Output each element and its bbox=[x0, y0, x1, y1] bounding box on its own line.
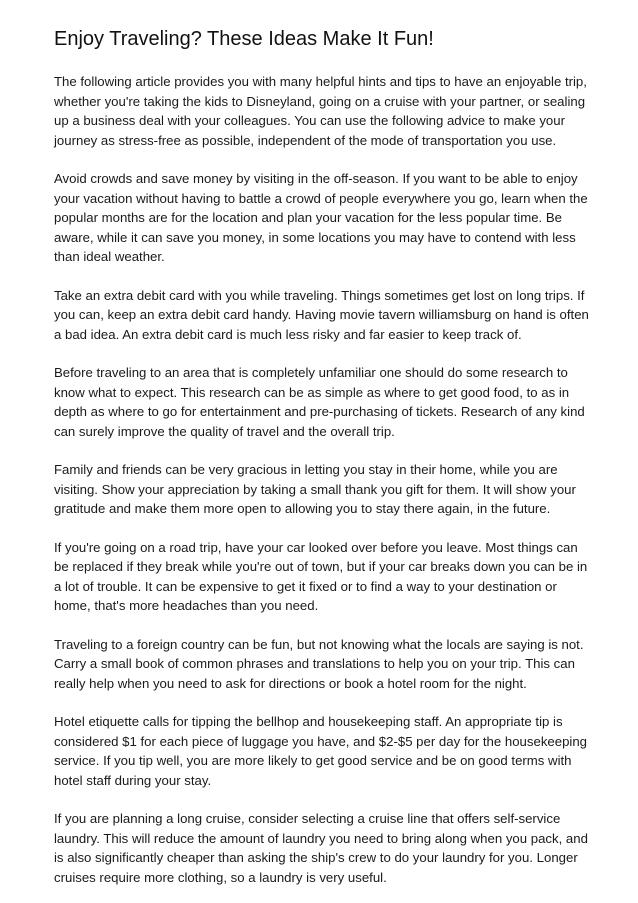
article-title: Enjoy Traveling? These Ideas Make It Fun! bbox=[54, 28, 434, 50]
paragraph-foreign-country: Traveling to a foreign country can be fun, but not knowing what the locals are saying is not. Carry a small book of common phrases and translations to help you on your trip. This can really help when you need to ask for directions or book a hotel room for the night. bbox=[54, 636, 584, 691]
paragraph-road-trip: If you're going on a road trip, have your car looked over before you leave. Most things can be replaced if they break while you're out of town, but if your car breaks down you can be in a lot of trouble. It can be expensive to get it fixed or to find a way to your destination or home, that's more headaches than you need. bbox=[54, 539, 588, 613]
document-page bbox=[54, 26, 594, 887]
paragraph-hotel-etiquette: Hotel etiquette calls for tipping the bellhop and housekeeping staff. An appropriate tip is considered $1 for each piece of luggage you have, and $2-$5 per day for the housekeeping service. If you tip well, you are more likely to get good service and be on good terms with hotel staff during your stay. bbox=[54, 714, 588, 788]
paragraph-research: Before traveling to an area that is completely unfamiliar one should do some research to know what to expect. This research can be as simple as where to get good food, to as in depth as where to go for entertainment and pre-purchasing of tickets. Research of any kind can surely improve the quality of travel and the overall trip. bbox=[54, 365, 585, 439]
paragraph-debit-card: Take an extra debit card with you while traveling. Things sometimes get lost on long trips. If you can, keep an extra debit card handy. Having movie tavern williamsburg on hand is often a bad idea. An extra debit card is much less risky and far easier to keep track of. bbox=[54, 287, 589, 342]
paragraph-off-season: Avoid crowds and save money by visiting in the off-season. If you want to be able to enjoy your vacation without having to battle a crowd of people everywhere you go, learn when the popular months are for the location and plan your vacation for the less popular time. Be aware, while it can save you money, in some locations you may have to contend with less than ideal weather. bbox=[54, 171, 588, 264]
paragraph-intro: The following article provides you with many helpful hints and tips to have an enjoyable trip, whether you're taking the kids to Disneyland, going on a cruise with your partner, or sealing up a business deal with your colleagues. You can use the following advice to make your journey as stress-free as possible, independent of the mode of transportation you use. bbox=[54, 74, 587, 148]
paragraph-family-friends: Family and friends can be very gracious in letting you stay in their home, while you are visiting. Show your appreciation by taking a small thank you gift for them. It will show your gratitude and make them more open to allowing you to stay there again, in the future. bbox=[54, 462, 576, 516]
paragraph-cruise-laundry: If you are planning a long cruise, consider selecting a cruise line that offers self-service laundry. This will reduce the amount of laundry you need to bring along when you pack, and is also significantly cheaper than asking the ship's crew to do your laundry for you. Longer cruises require more clothing, so a laundry is very useful. bbox=[54, 811, 588, 885]
